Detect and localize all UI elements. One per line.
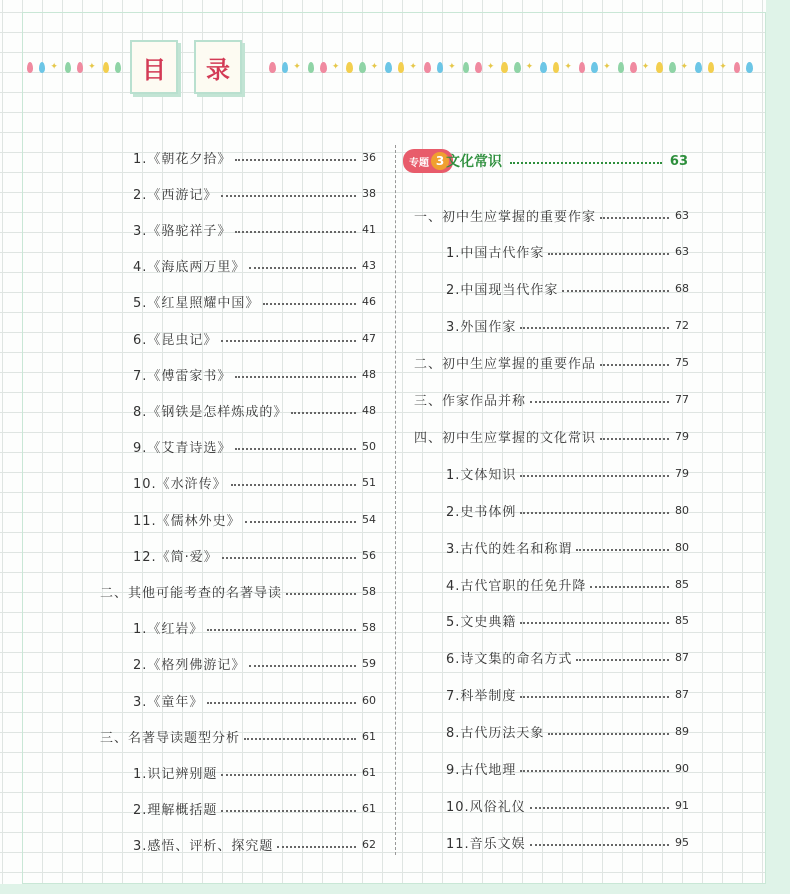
toc-entry-page: 48 [362,367,376,381]
toc-entry-page: 38 [362,186,376,200]
toc-entry-label: 3.感悟、评析、探究题 [133,839,274,855]
toc-entry-page: 68 [675,282,689,296]
droplet-icon [630,62,637,73]
toc-entry-page: 63 [675,208,689,222]
toc-entry[interactable] [446,759,689,779]
toc-entry[interactable] [446,648,689,668]
droplet-icon [501,62,508,73]
toc-entry-label: 2.《格列佛游记》 [133,658,246,674]
dot-leader [249,664,356,667]
toc-entry-page: 58 [362,621,376,635]
dot-leader [221,809,356,812]
droplet-icon [708,62,715,73]
dot-leader [231,483,356,486]
toc-entry-page: 89 [675,725,689,739]
dot-leader [235,158,356,161]
droplet-icon [269,62,276,73]
toc-entry-page: 50 [362,440,376,454]
droplet-icon [669,62,676,73]
dot-leader [600,216,669,219]
toc-section-entry[interactable] [100,726,376,746]
sparkle-icon: ✦ [719,62,729,72]
toc-entry-label: 12.《简·爱》 [133,549,218,565]
dot-leader [520,695,669,698]
toc-entry[interactable] [133,690,376,710]
toc-entry-page: 87 [675,688,689,702]
topic-entry[interactable] [446,151,688,171]
droplet-icon [308,62,315,73]
topic-page: 63 [669,153,688,169]
droplet-icon [424,62,431,73]
decorative-drop-band-left [24,54,124,80]
dot-leader [221,194,356,197]
dot-leader [207,701,356,704]
toc-entry-label: 10.风俗礼仪 [446,799,526,815]
toc-entry[interactable] [133,292,376,312]
toc-entry-page: 46 [362,295,376,309]
droplet-icon [656,62,663,73]
toc-entry-label: 3.古代的姓名和称谓 [446,541,573,557]
droplet-icon [695,62,702,73]
droplet-icon [591,62,598,73]
droplet-icon [618,62,625,73]
sparkle-icon: ✦ [525,62,536,72]
toc-entry[interactable] [133,147,376,167]
toc-entry-label: 1.识记辨别题 [133,766,218,782]
toc-entry-label: 2.《西游记》 [133,187,218,203]
sparkle-icon: ✦ [486,62,497,72]
toc-entry-page: 59 [362,657,376,671]
droplet-icon [475,62,482,73]
droplet-icon [346,62,353,73]
toc-entry-page: 61 [362,765,376,779]
toc-entry-page: 79 [675,466,689,480]
sparkle-icon: ✦ [641,62,652,72]
toc-entry-label: 3.《骆驼祥子》 [133,223,232,239]
page-edge-bottom [0,884,790,894]
toc-section-entry[interactable] [414,353,689,373]
toc-entry-page: 80 [675,540,689,554]
droplet-icon [463,62,470,73]
toc-entry[interactable] [133,762,376,782]
toc-entry-label: 8.《钢铁是怎样炼成的》 [133,404,288,420]
toc-entry-label: 7.科举制度 [446,689,517,705]
toc-entry[interactable] [446,611,689,631]
droplet-icon [103,62,109,73]
toc-entry-label: 5.《红星照耀中国》 [133,296,260,312]
toc-entry-label: 1.文体知识 [446,467,517,483]
toc-entry-label: 1.中国古代作家 [446,246,545,262]
droplet-icon [746,62,753,73]
droplet-icon [77,62,83,73]
toc-entry-label: 2.史书体例 [446,504,517,520]
topic-title: 文化常识 [446,154,502,170]
droplet-icon [359,62,366,73]
toc-entry[interactable] [446,537,689,557]
dot-leader [520,621,669,624]
dot-leader [245,520,356,523]
droplet-icon [115,62,121,73]
dot-leader [530,400,669,403]
toc-entry-label: 4.古代官职的任免升降 [446,578,587,594]
dot-leader [590,585,669,588]
toc-entry-page: 58 [362,584,376,598]
toc-entry-page: 54 [362,512,376,526]
toc-entry-page: 90 [675,762,689,775]
toc-entry-page: 48 [362,403,376,417]
toc-entry-label: 2.中国现当代作家 [446,283,559,299]
toc-entry-page: 56 [362,548,376,562]
toc-entry[interactable] [446,279,689,299]
toc-entry[interactable] [133,364,376,384]
toc-entry[interactable] [133,183,376,203]
topic-badge-text: 专题 [409,157,429,169]
toc-entry-label: 11.《儒林外史》 [133,513,241,529]
decorative-drop-band-right [266,54,756,80]
toc-entry[interactable] [446,722,689,742]
toc-entry-page: 77 [675,393,689,406]
dot-leader [244,737,356,740]
toc-section-entry[interactable] [414,390,689,410]
toc-entry-page: 85 [675,614,689,628]
toc-entry[interactable] [446,463,689,483]
droplet-icon [282,62,289,73]
toc-entry-label: 三、作家作品并称 [414,394,527,409]
toc-entry-page: 85 [675,577,689,591]
toc-entry[interactable] [446,316,689,336]
sparkle-icon: ✦ [409,62,419,72]
droplet-icon [579,62,586,73]
droplet-icon [320,62,327,73]
droplet-icon [514,62,521,73]
toc-entry[interactable] [446,500,689,520]
droplet-icon [540,62,547,73]
sparkle-icon: ✦ [603,62,613,72]
toc-entry-label: 二、其他可能考查的名著导读 [100,585,283,601]
toc-entry[interactable] [133,400,376,420]
toc-entry-label: 8.古代历法天象 [446,726,545,742]
toc-section-entry[interactable] [414,426,689,446]
droplet-icon [734,62,741,73]
toc-entry-page: 75 [675,356,689,370]
droplet-icon [65,62,71,73]
toc-entry[interactable] [446,832,689,852]
toc-entry-page: 91 [675,798,689,812]
toc-entry[interactable] [133,835,376,855]
dot-leader [530,843,669,846]
toc-entry[interactable] [133,473,376,493]
toc-entry-label: 6.诗文集的命名方式 [446,652,573,668]
toc-entry-label: 二、初中生应掌握的重要作品 [414,357,597,373]
topic-badge-number: 3 [431,152,449,170]
dot-leader [520,474,669,477]
toc-entry-label: 三、名著导读题型分析 [100,730,241,746]
dot-leader [291,411,356,414]
dot-leader [576,548,669,551]
droplet-icon [398,62,405,73]
dot-leader [286,592,356,595]
toc-entry-label: 5.文史典籍 [446,615,517,631]
toc-entry-page: 80 [675,503,689,517]
toc-entry[interactable] [133,618,376,638]
droplet-icon [39,62,45,73]
toc-entry[interactable] [446,685,689,705]
sparkle-icon: ✦ [680,62,691,72]
toc-entry[interactable] [133,437,376,457]
dot-leader [510,162,662,164]
toc-entry-label: 7.《傅雷家书》 [133,368,232,384]
dot-leader [520,511,669,514]
toc-entry[interactable] [446,795,689,815]
droplet-icon [385,62,392,73]
dot-leader [235,230,356,233]
sparkle-icon: ✦ [293,62,303,72]
dot-leader [263,302,356,305]
toc-entry-label: 一、初中生应掌握的重要作家 [414,209,597,225]
toc-entry-page: 79 [675,429,689,443]
toc-entry-label: 3.《童年》 [133,694,204,710]
toc-entry-page: 60 [362,693,376,707]
sparkle-icon: ✦ [370,62,381,72]
sparkle-icon: ✦ [564,62,574,72]
dot-leader [249,266,356,269]
sparkle-icon: ✦ [331,62,342,72]
dot-leader [600,437,669,440]
toc-entry-label: 6.《昆虫记》 [133,332,218,348]
toc-entry-label: 10.《水浒传》 [133,477,227,493]
droplet-icon [27,62,33,73]
toc-entry-page: 63 [675,245,689,259]
droplet-icon [553,62,560,73]
toc-entry-label: 4.《海底两万里》 [133,260,246,276]
dot-leader [221,773,356,776]
dot-leader [562,289,669,292]
toc-entry[interactable] [446,574,689,594]
toc-entry-page: 61 [362,729,376,743]
toc-section-entry[interactable] [100,581,376,601]
toc-entry[interactable] [446,242,689,262]
toc-entry-page: 62 [362,838,376,852]
toc-title-char-2: 录 [194,40,242,94]
toc-entry-label: 11.音乐文娱 [446,836,526,852]
dot-leader [222,556,356,559]
dot-leader [548,252,669,255]
toc-entry-label: 9.古代地理 [446,763,517,778]
toc-entry-page: 61 [362,802,376,816]
page-edge-right [766,0,790,894]
toc-entry[interactable] [133,799,376,819]
toc-entry[interactable] [133,219,376,239]
dot-leader [520,326,669,329]
toc-entry[interactable] [133,509,376,529]
column-divider [395,145,396,855]
dot-leader [235,375,356,378]
toc-entry[interactable] [133,256,376,276]
toc-entry-page: 51 [362,476,376,490]
toc-entry-page: 41 [362,222,376,236]
toc-entry-page: 87 [675,651,689,665]
sparkle-icon: ✦ [448,62,458,72]
dot-leader [207,628,356,631]
sparkle-icon: ✦ [50,62,60,72]
dot-leader [530,806,669,809]
dot-leader [548,732,669,735]
toc-entry-label: 2.理解概括题 [133,803,218,819]
toc-section-entry[interactable] [414,205,689,225]
dot-leader [277,845,356,848]
toc-entry[interactable] [133,545,376,565]
toc-entry-label: 1.《朝花夕拾》 [133,151,232,167]
dot-leader [600,363,669,366]
droplet-icon [437,62,444,73]
toc-entry-label: 9.《艾青诗选》 [133,441,232,457]
dot-leader [221,339,356,342]
toc-entry[interactable] [133,654,376,674]
toc-entry[interactable] [133,328,376,348]
toc-entry-page: 95 [675,835,689,849]
dot-leader [576,658,669,661]
toc-entry-page: 72 [675,319,689,333]
toc-title-char-1: 目 [130,40,178,94]
dot-leader [520,769,669,772]
toc-entry-page: 43 [362,259,376,273]
sparkle-icon: ✦ [88,62,98,72]
toc-entry-page: 47 [362,331,376,345]
toc-entry-label: 1.《红岩》 [133,622,204,638]
dot-leader [235,447,356,450]
toc-entry-label: 3.外国作家 [446,320,517,336]
toc-entry-label: 四、初中生应掌握的文化常识 [414,430,597,446]
toc-entry-page: 36 [362,150,376,164]
